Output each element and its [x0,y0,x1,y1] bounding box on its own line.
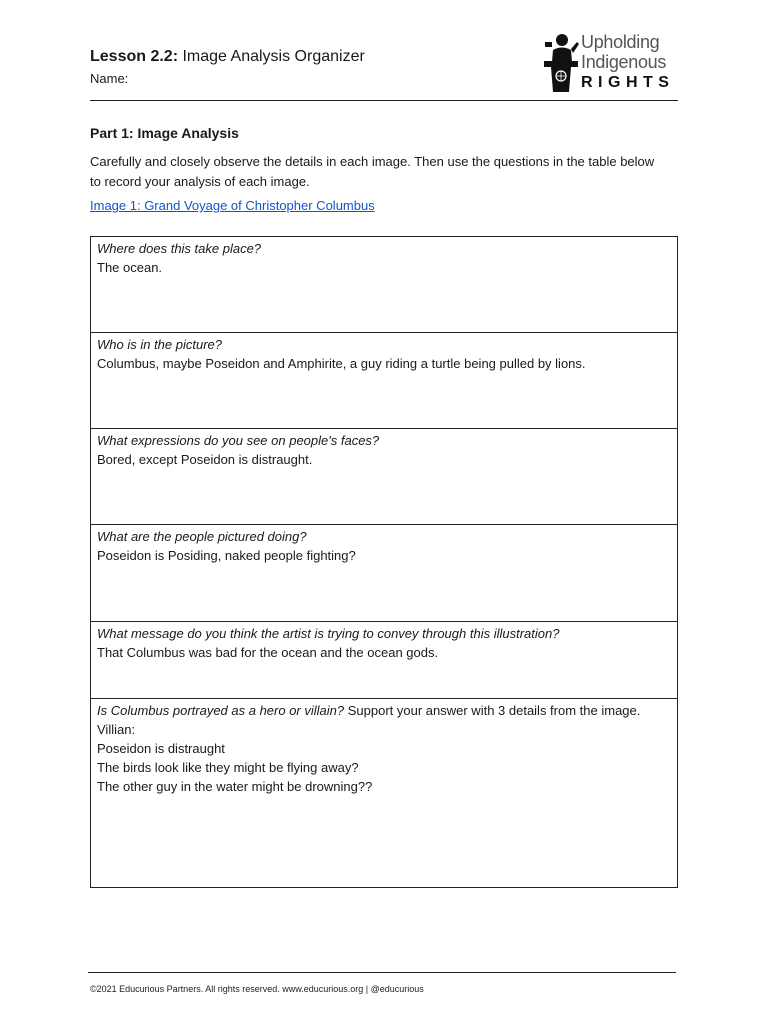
analysis-table [90,236,678,888]
question-suffix: Support your answer with 3 details from the image. [344,703,641,718]
table-cell[interactable] [91,525,678,622]
question-text: Who is in the picture? [97,337,223,352]
table-row [91,525,678,622]
upholding-indigenous-rights-logo [541,32,681,96]
table-row [91,429,678,525]
answer-text: The other guy in the water might be drowning?? [97,779,373,794]
question-text: What message do you think the artist is trying to convey through this illustration? [97,626,560,641]
answer-text: Villian: [97,722,136,737]
table-cell[interactable] [91,237,678,333]
table-row [91,699,678,888]
table-row [91,237,678,333]
logo-line-rights: RIGHTS [581,74,675,91]
table-cell[interactable] [91,429,678,525]
question-text: What are the people pictured doing? [97,529,307,544]
lesson-label: Lesson 2.2: [90,48,179,65]
answer-text: Bored, except Poseidon is distraught. [97,452,313,467]
table-cell[interactable] [91,333,678,429]
footer-divider [88,972,676,973]
table-cell[interactable] [91,699,678,888]
image-link[interactable]: Image 1: Grand Voyage of Christopher Columbus [90,198,375,213]
logo-line-upholding: Upholding [581,32,660,52]
answer-text: Columbus, maybe Poseidon and Amphirite, a guy riding a turtle being pulled by lions. [97,356,586,371]
question-text: Where does this take place? [97,241,262,256]
part-title: Part 1: Image Analysis [90,125,239,141]
footer-copyright: ©2021 Educurious Partners. All rights reserved. www.educurious.org | @educurious [90,984,424,994]
question-text [97,701,671,720]
table-row [91,333,678,429]
lesson-title [90,48,365,66]
table-row [91,622,678,699]
question-text: What expressions do you see on people's faces? [97,433,380,448]
header-divider [90,100,678,101]
answer-text: Poseidon is distraught [97,741,225,756]
logo-line-indigenous: Indigenous [581,52,667,72]
table-cell[interactable] [91,622,678,699]
question-italic: Is Columbus portrayed as a hero or villain? [97,703,345,718]
answer-text: That Columbus was bad for the ocean and the ocean gods. [97,645,439,660]
name-label: Name: [90,71,129,86]
lesson-title-text: Image Analysis Organizer [182,48,365,65]
answer-text: The birds look like they might be flying away? [97,760,359,775]
answer-text: The ocean. [97,260,163,275]
instructions-text: Carefully and closely observe the details in each image. Then use the questions in the table below to record your analysis of each image. [90,154,655,189]
speaker-podium-icon [541,32,579,94]
answer-text: Poseidon is Posiding, naked people fighting? [97,548,356,563]
